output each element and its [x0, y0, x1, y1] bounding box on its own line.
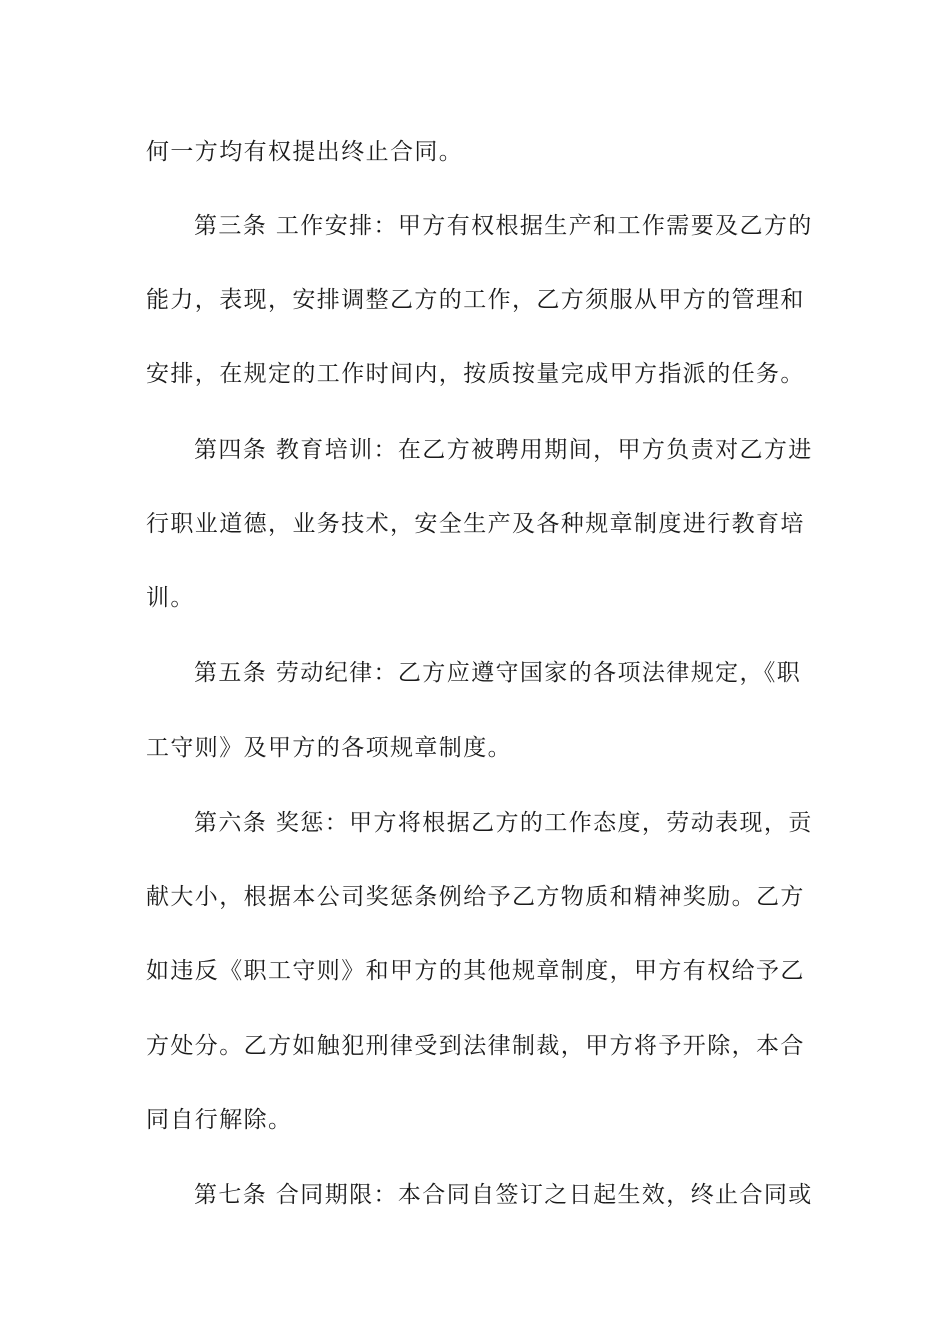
article-7-heading-line: 第七条 合同期限：本合同自签订之日起生效，终止合同或 [194, 1182, 813, 1208]
text-line: 如违反《职工守则》和甲方的其他规章制度，甲方有权给予乙 [146, 958, 805, 984]
text-line: 工守则》及甲方的各项规章制度。 [146, 735, 512, 761]
text-line: 献大小，根据本公司奖惩条例给予乙方物质和精神奖励。乙方 [146, 884, 805, 910]
article-5-heading-line: 第五条 劳动纪律：乙方应遵守国家的各项法律规定，《职 [194, 660, 802, 686]
article-4-heading-line: 第四条 教育培训：在乙方被聘用期间，甲方负责对乙方进 [194, 437, 813, 463]
text-line: 同自行解除。 [146, 1107, 293, 1133]
text-line: 能力，表现，安排调整乙方的工作，乙方须服从甲方的管理和 [146, 287, 805, 313]
article-6-heading-line: 第六条 奖惩：甲方将根据乙方的工作态度，劳动表现，贡 [194, 810, 813, 836]
text-line: 安排，在规定的工作时间内，按质按量完成甲方指派的任务。 [146, 361, 805, 387]
article-3-heading-line: 第三条 工作安排：甲方有权根据生产和工作需要及乙方的 [194, 213, 813, 239]
text-line: 方处分。乙方如触犯刑律受到法律制裁，甲方将予开除，本合 [146, 1033, 805, 1059]
text-line: 何一方均有权提出终止合同。 [146, 139, 464, 165]
text-line: 训。 [146, 585, 195, 611]
text-line: 行职业道德，业务技术，安全生产及各种规章制度进行教育培 [146, 511, 805, 537]
